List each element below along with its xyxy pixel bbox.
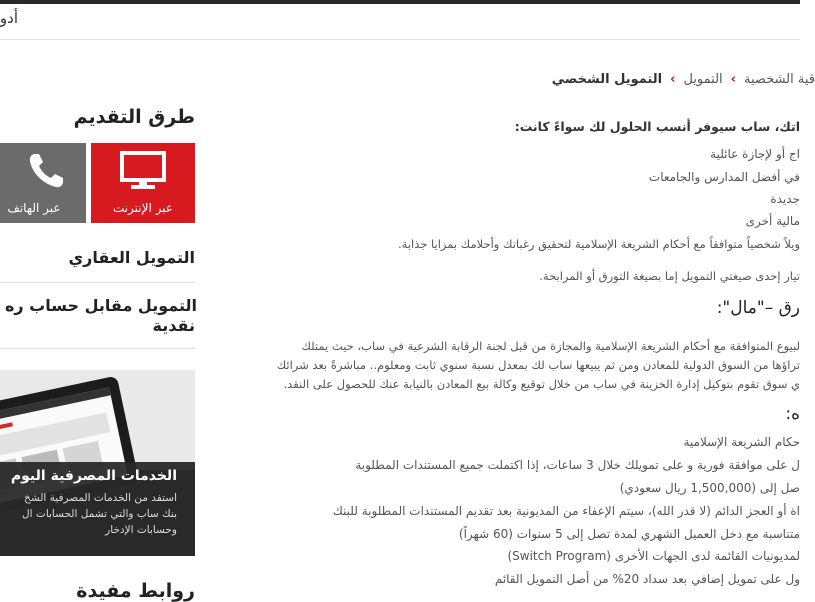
sidebar-link-mortgage[interactable]: التمويل العقاري [68, 248, 195, 267]
feature-item: اة أو العجز الدائم (لا قدر الله)، سيتم الإعفاء من المديونية بعد تقديم المستندات المطلوبة للبنك [332, 504, 800, 518]
finance-note: تيار إحدى صيغتي التمويل إما بصيغة التورق أو المرابحة. [539, 269, 800, 283]
promo-title: الخدمات المصرفية اليوم [10, 468, 177, 484]
paragraph-line: تراؤها من السوق الدولية للمعادن ومن ثم يبيعها ساب لك بمعدل نسبة سنوي ثابت ومعلوم.. مباشرةً بعد شرائك [276, 358, 800, 372]
phone-icon [26, 151, 66, 191]
section-heading: رق –"مال": [716, 298, 800, 318]
apply-phone-label: عبر الهاتف [7, 201, 61, 215]
top-navigation [0, 4, 800, 40]
apply-phone-button[interactable] [0, 143, 86, 223]
sidebar [0, 40, 195, 600]
feature-item: ول على تمويل إضافي بعد سداد 20% من أصل التمويل القائم [494, 572, 800, 586]
finance-note: ويلاً شخصياً متوافقاً مع أحكام الشريعة الإسلامية لتحقيق رغباتك وأحلامك بمزايا جذابة. [398, 237, 800, 251]
banking-promo-card[interactable] [0, 370, 195, 556]
list-item: في أفضل المدارس والجامعات [648, 170, 800, 184]
feature-item: ل على موافقة فورية و على تمويلك خلال 3 ساعات، إذا اكتملت جميع المستندات المطلوبة [355, 458, 800, 472]
feature-item: متناسبة مع دخل العميل الشهري لمدة تصل إلى 5 سنوات (60 شهراً) [458, 527, 800, 541]
feature-item: لمديونيات القائمة لدى الجهات الأخرى (Switch Program) [507, 549, 800, 563]
promo-caption [0, 462, 195, 556]
promo-image [0, 370, 195, 470]
monitor-icon [120, 151, 166, 191]
list-item: مالية أخرى [745, 214, 800, 228]
intro-text: اتك، ساب سيوفر أنسب الحلول لك سواءً كانت: [514, 119, 800, 134]
breadcrumb [552, 72, 815, 87]
section-heading: ه: [785, 404, 800, 424]
promo-text-line: وحسابات الإدخار [105, 524, 177, 536]
sidebar-divider [0, 282, 195, 283]
main-content [230, 40, 815, 600]
sidebar-divider [0, 348, 195, 349]
paragraph-line: لبيوع المتوافقة مع أحكام الشريعة الإسلامية والمجازة من قبل لجنة الرقابة الشرعية في ساب، حيث يمتلك [301, 339, 800, 353]
feature-item: صل إلى (1,500,000 ريال سعودي) [619, 481, 800, 495]
breadcrumb-current: التمويل الشخصي [551, 72, 663, 87]
apply-online-button[interactable] [91, 143, 195, 223]
paragraph-line: ي سوق تقوم بتوكيل إدارة الخزينة في ساب من خلال توقيع وكالة بيع المعادن بالنيابة عنك للحصول على النقد. [283, 377, 800, 391]
promo-text-line: بنك ساب والتي تشمل الحسابات ال [22, 508, 177, 520]
promo-text-line: استفد من الخدمات المصرفية الشخ [24, 492, 177, 504]
list-item: جديدة [770, 192, 800, 206]
breadcrumb-item[interactable]: التمويل [683, 72, 723, 87]
top-nav-link[interactable]: أدو [0, 9, 18, 27]
apply-online-label: عبر الإنترنت [112, 201, 174, 215]
feature-item: حكام الشريعة الإسلامية [683, 435, 800, 449]
sidebar-link-secured-finance-line2[interactable]: نقدية [152, 316, 195, 335]
apply-methods-heading: طرق التقديم [73, 106, 195, 128]
useful-links-heading: روابط مفيدة [76, 580, 195, 602]
sidebar-link-secured-finance[interactable]: التمويل مقابل حساب ره [4, 296, 197, 315]
chevron-left-icon: › [670, 72, 676, 87]
breadcrumb-item[interactable]: قية الشخصية [744, 72, 815, 87]
list-item: اج أو لإجازة عائلية [710, 147, 800, 161]
chevron-left-icon: › [730, 72, 737, 87]
